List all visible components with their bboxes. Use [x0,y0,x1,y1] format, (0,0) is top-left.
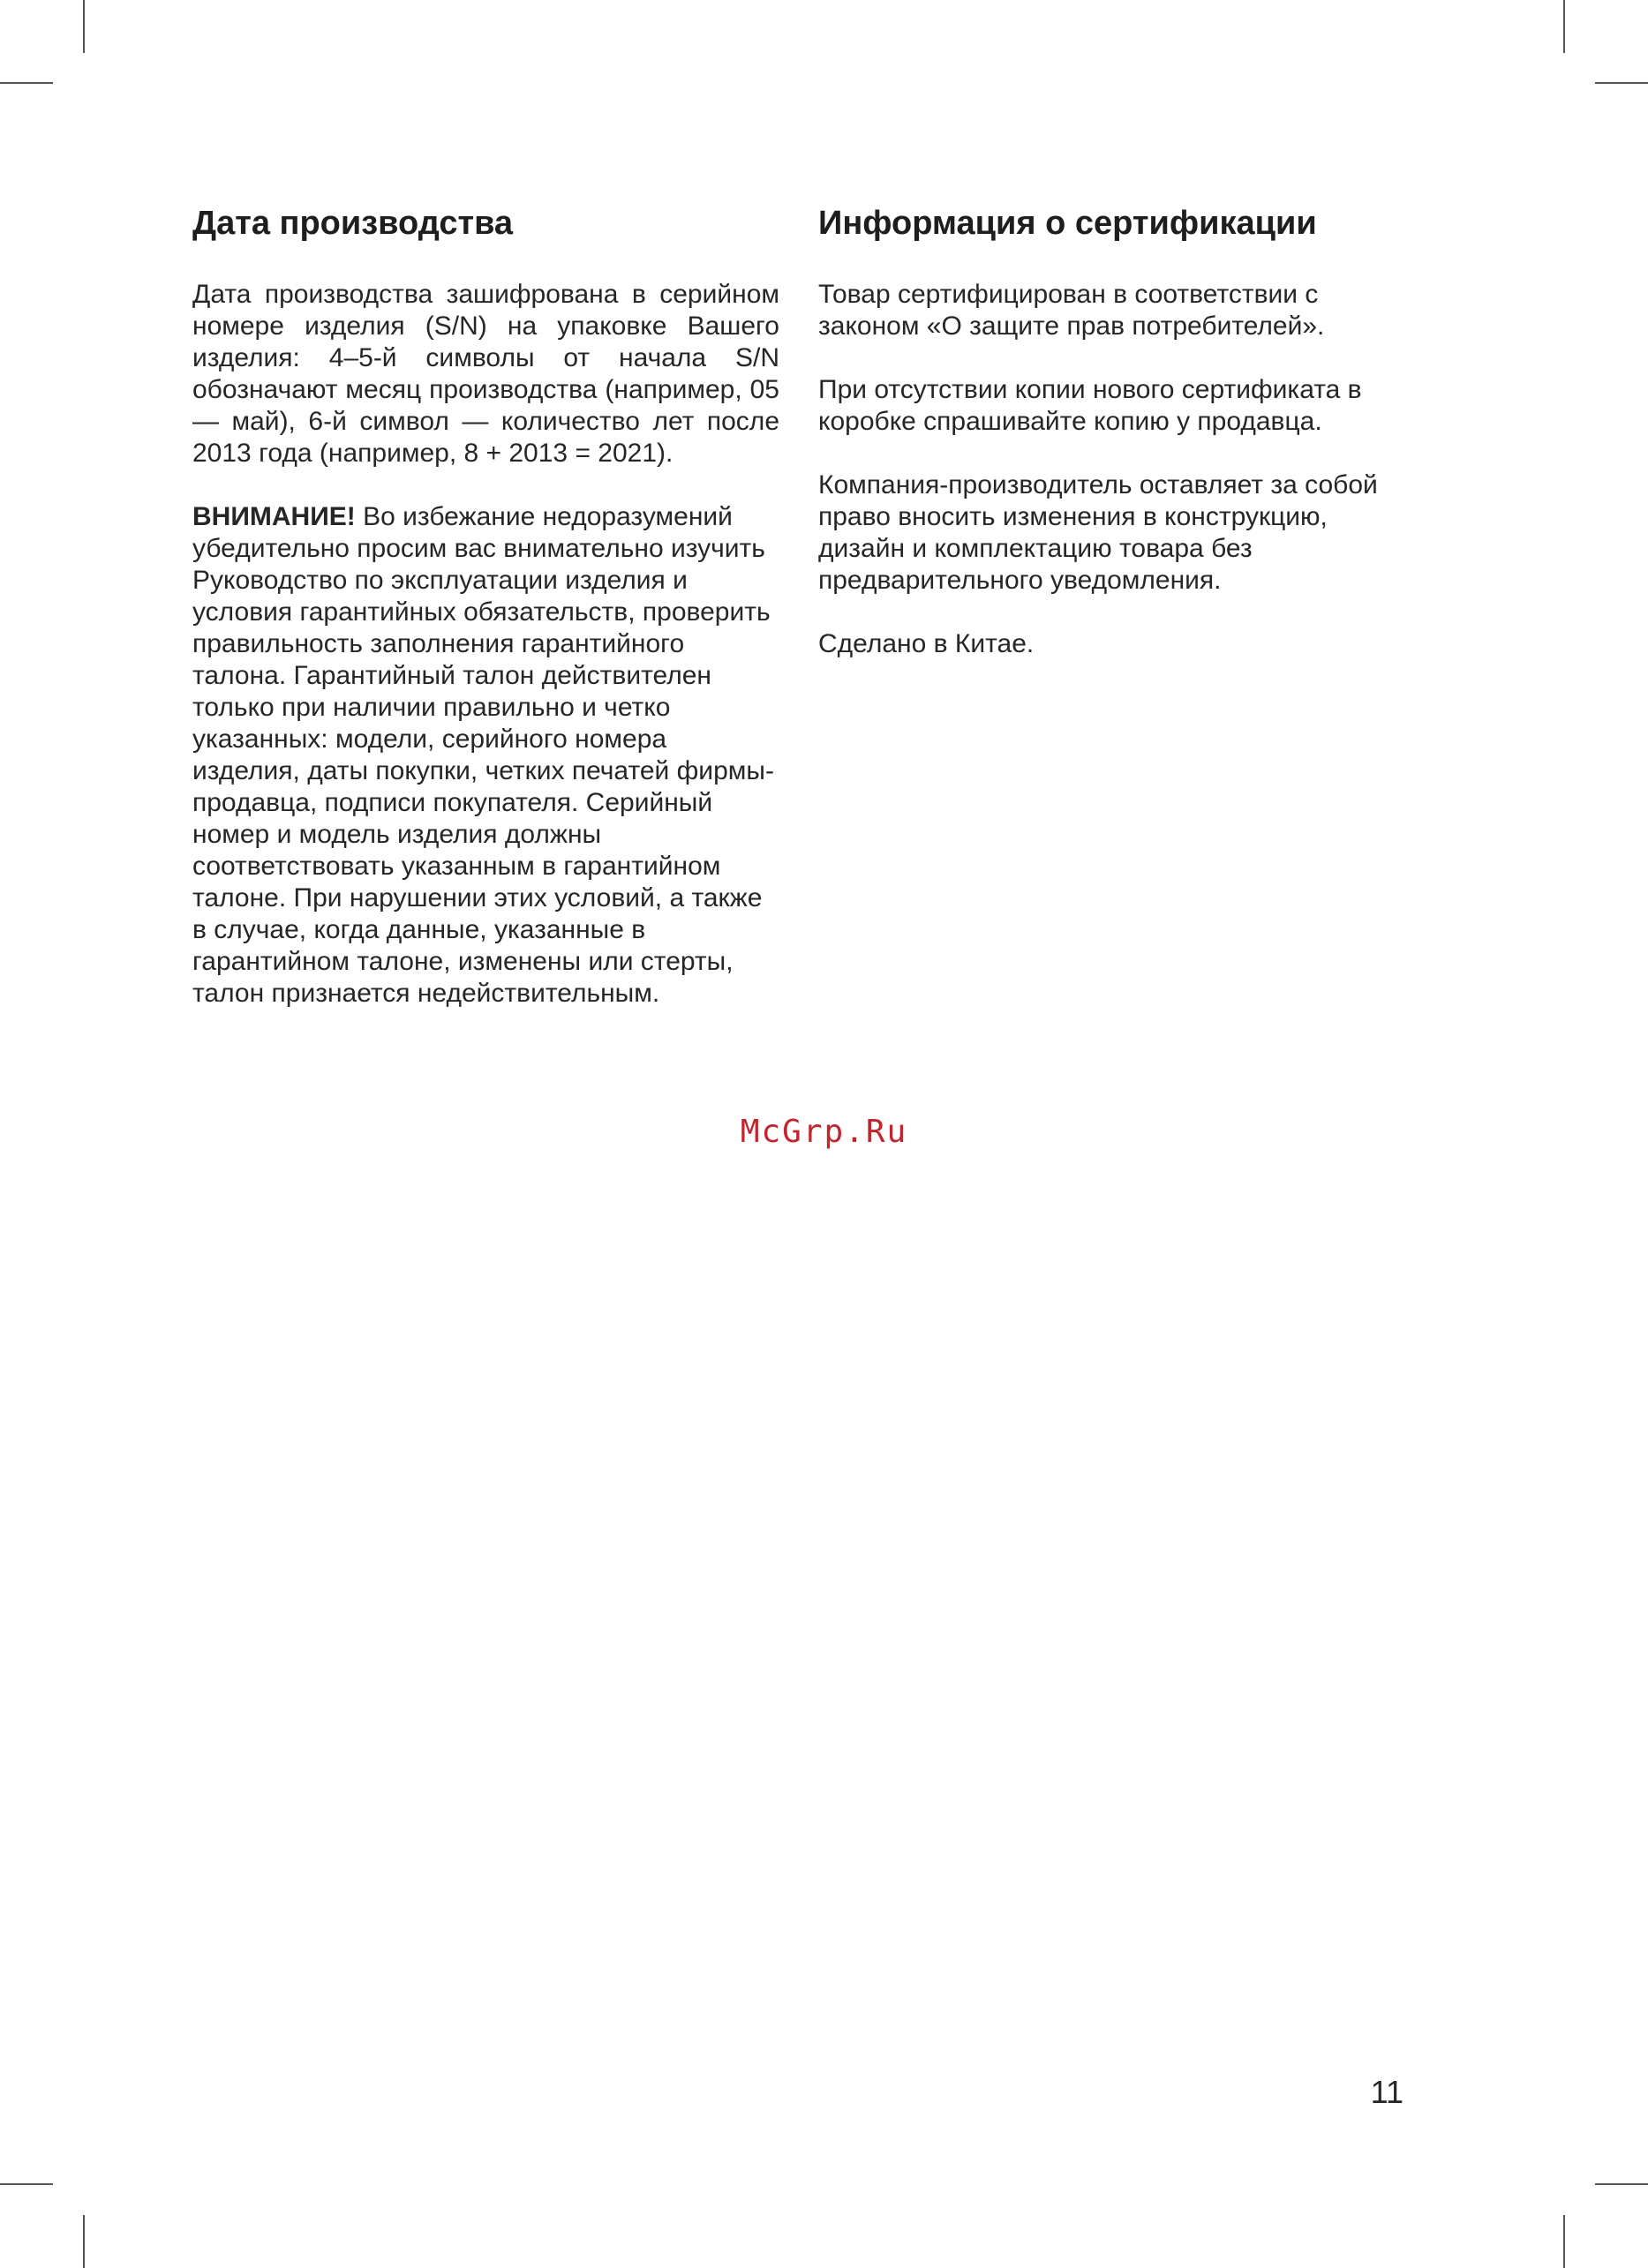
certification-paragraph-2: При отсутствии копии нового сертификата в коробке спрашивайте копию у продавца. [818,375,1362,436]
certification-paragraph-4: Сделано в Китае. [818,629,1035,658]
crop-mark-top-right-vertical [1563,0,1565,53]
crop-mark-top-left-vertical [83,0,85,53]
certification-paragraph-3: Компания-производитель оставляет за собой право вносить изменения в конструкцию, дизайн и комплектацию товара без предварительного уведомления. [818,470,1378,595]
production-date-paragraph: Дата производства зашифрована в серийном номере изделия (S/N) на упаковке Вашего изделия: 4–5-й символы от начала S/N обозначают месяц производства (например, 05 — май), 6-й символ — количество лет после 2013 года (например, 8 + 2013 = 2021). [192,280,779,468]
production-date-section [192,201,779,1041]
certification-section [818,201,1405,692]
watermark: McGrp.Ru [740,1114,908,1150]
certification-paragraph-1: Товар сертифицирован в соответствии с законом «О защите прав потребителей». [818,280,1325,341]
crop-mark-top-left-horizontal [0,82,53,84]
warning-paragraph [192,501,779,1010]
crop-mark-top-right-horizontal [1595,82,1648,84]
certification-heading: Информация о сертификации [818,205,1317,242]
crop-mark-bottom-right-horizontal [1595,2183,1648,2185]
crop-mark-bottom-left-horizontal [0,2183,53,2185]
page-number: 11 [1370,2074,1403,2110]
crop-mark-bottom-left-vertical [83,2215,85,2268]
production-date-heading: Дата производства [192,205,514,242]
crop-mark-bottom-right-vertical [1563,2215,1565,2268]
warning-text: Во избежание недоразумений убедительно просим вас внимательно изучить Руководство по эксплуатации изделия и условия гарантийных обязательств, проверить правильность заполнения гарантийного талона. Гарантийный талон действителен только при наличии правильно и четко указанных: модели, серийного номера изделия, даты покупки, четких печатей фирмы-продавца, подписи покупателя. Серийный номер и модель изделия должны соответствовать указанным в гарантийном талоне. При нарушении этих условий, а также в случае, когда данные, указанные в гарантийном талоне, изменены или стерты, талон признается недействительным. [192,502,774,1008]
warning-label: ВНИМАНИЕ! [192,502,356,531]
